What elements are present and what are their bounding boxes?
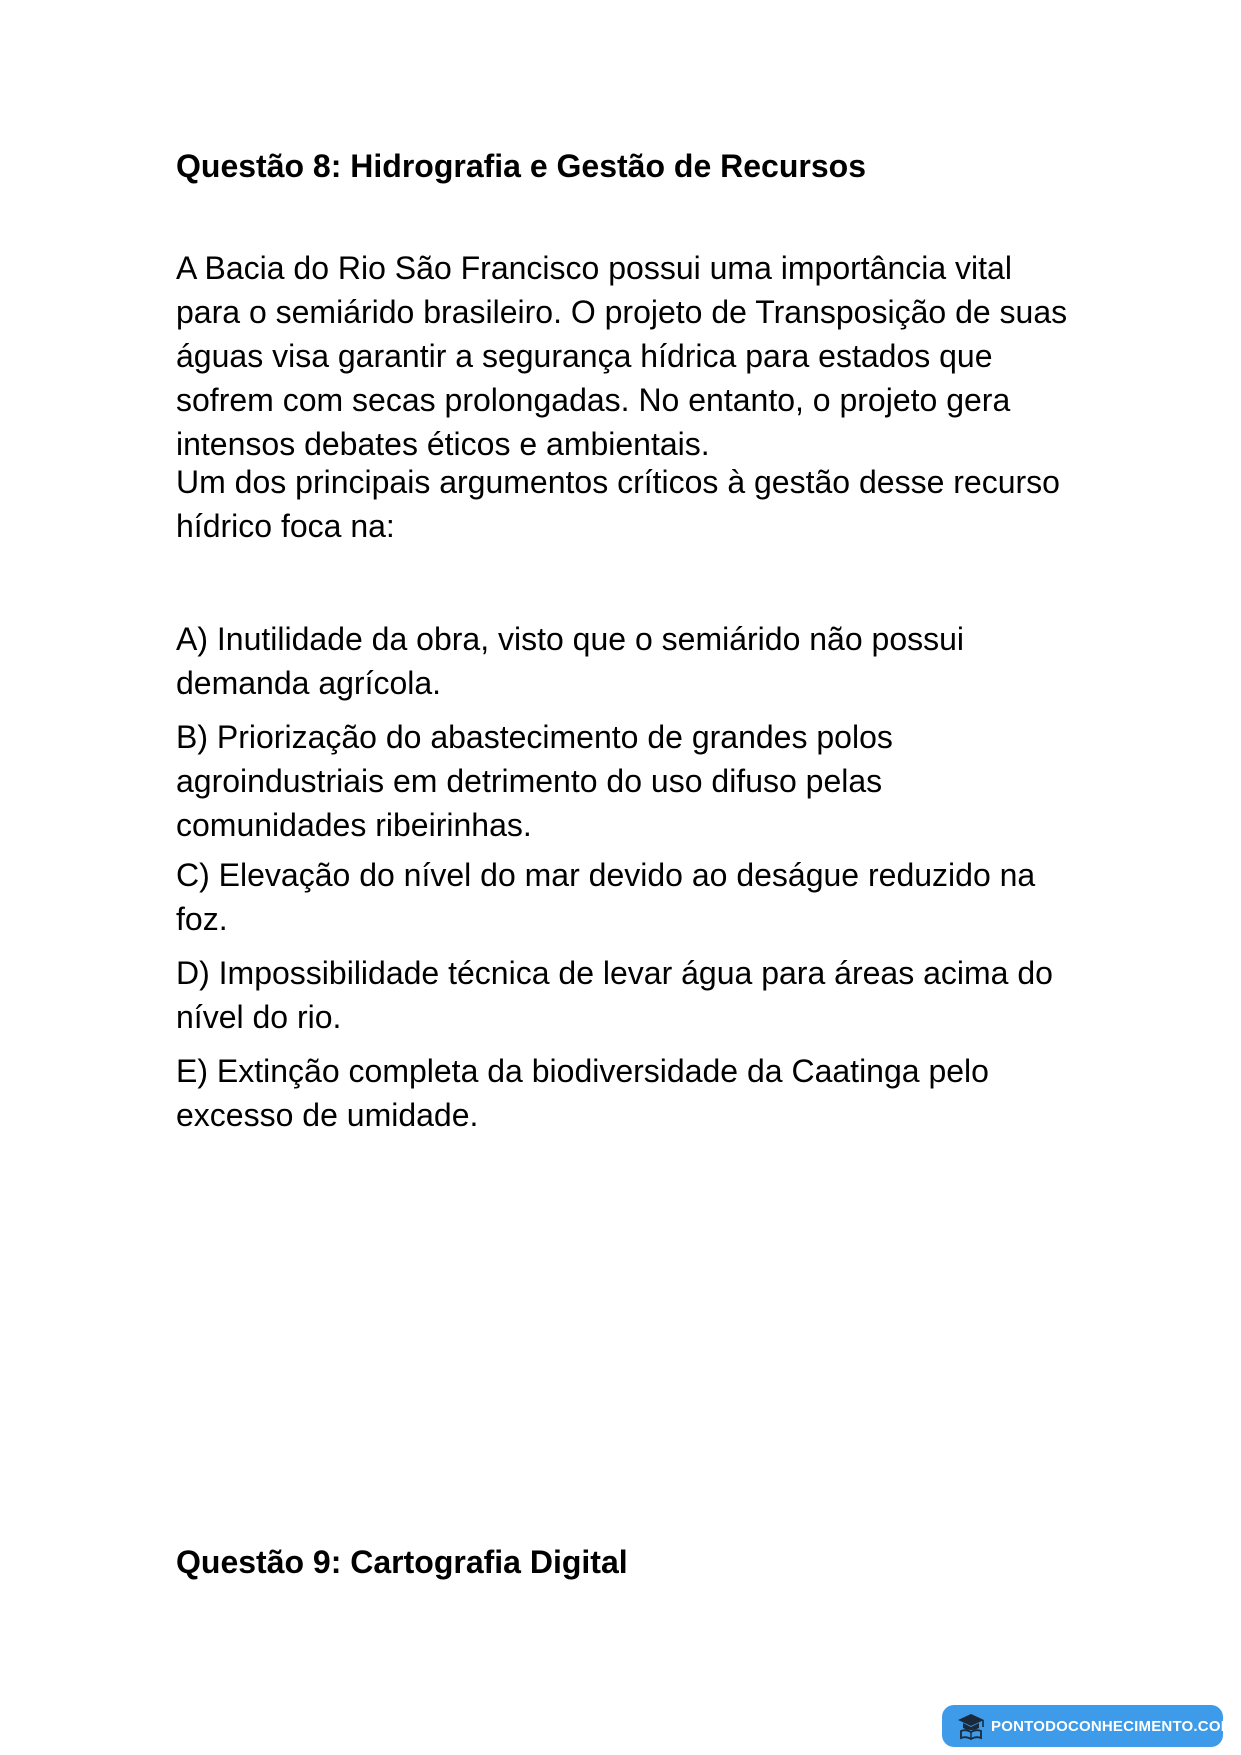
option-c: C) Elevação do nível do mar devido ao deságue reduzido na foz. [176, 857, 1036, 937]
graduation-cap-book-icon [956, 1712, 986, 1740]
question-8-context-paragraph: A Bacia do Rio São Francisco possui uma importância vital para o semiárido brasileiro. O projeto de Transposição de suas águas visa garantir a segurança hídrica para estados que sofrem com secas prolongadas. No entanto, o projeto gera intensos debates éticos e ambientais. [176, 250, 1068, 462]
question-8-prompt-paragraph: Um dos principais argumentos críticos à gestão desse recurso hídrico foca na: [176, 464, 1060, 544]
option-b: B) Priorização do abastecimento de grandes polos agroindustriais em detrimento do uso difuso pelas comunidades ribeirinhas. [176, 719, 893, 843]
option-a: A) Inutilidade da obra, visto que o semiárido não possui demanda agrícola. [176, 621, 965, 701]
option-d: D) Impossibilidade técnica de levar água para áreas acima do nível do rio. [176, 955, 1053, 1035]
watermark-text: PONTODOCONHECIMENTO.COM [991, 1717, 1234, 1735]
question-9-title: Questão 9: Cartografia Digital [176, 1544, 628, 1580]
site-watermark-badge [942, 1705, 1234, 1747]
option-e: E) Extinção completa da biodiversidade da Caatinga pelo excesso de umidade. [176, 1053, 989, 1133]
question-8-title: Questão 8: Hidrografia e Gestão de Recursos [176, 148, 866, 184]
